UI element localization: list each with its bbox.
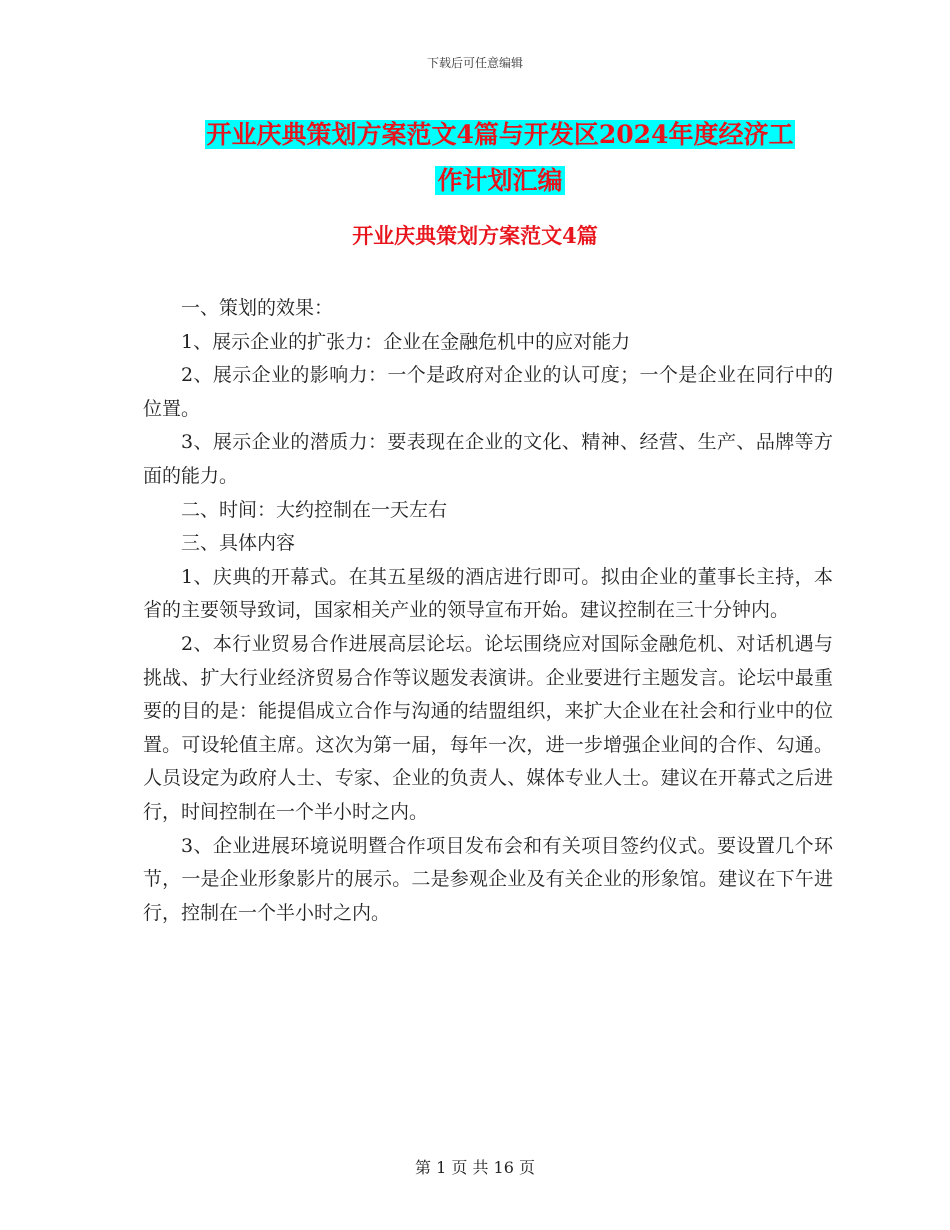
title-line-1: 开业庆典策划方案范文4篇与开发区2024年度经济工 — [206, 120, 794, 149]
section-title: 开业庆典策划方案范文4篇 — [352, 223, 598, 248]
paragraph: 1、庆典的开幕式。在其五星级的酒店进行即可。拟由企业的董事长主持，本省的主要领导致词，国家相关产业的领导宣布开始。建议控制在三十分钟内。 — [143, 565, 833, 622]
header-note: 下载后可任意编辑 — [426, 56, 523, 70]
page-footer — [0, 1155, 950, 1178]
title-line-2: 作计划汇编 — [437, 166, 563, 195]
paragraph: 2、展示企业的影响力：一个是政府对企业的认可度；一个是企业在同行中的位置。 — [143, 364, 833, 420]
paragraph: 2、本行业贸易合作进展高层论坛。论坛围绕应对国际金融危机、对话机遇与挑战、扩大行业经济贸易合作等议题发表演讲。企业要进行主题发言。论坛中最重要的目的是：能提倡成立合作与沟通的结盟组织，来扩大企业在社会和行业中的位置。可设轮值主席。这次为第一届，每年一次，进一步增强企业间的合作、勾通。人员设定为政府人士、专家、企业的负责人、媒体专业人士。建议在开幕式之后进行，时间控制在一个半小时之内。 — [143, 632, 833, 823]
paragraph: 3、展示企业的潜质力：要表现在企业的文化、精神、经营、生产、品牌等方面的能力。 — [143, 431, 833, 487]
body-text — [143, 292, 833, 930]
paragraph: 二、时间：大约控制在一天左右 — [181, 498, 448, 521]
paragraph: 三、具体内容 — [181, 532, 296, 555]
document-title — [150, 112, 850, 204]
paragraph: 1、展示企业的扩张力：企业在金融危机中的应对能力 — [181, 330, 631, 353]
paragraph: 3、企业进展环境说明暨合作项目发布会和有关项目签约仪式。要设置几个环节，一是企业形象影片的展示。二是参观企业及有关企业的形象馆。建议在下午进行，控制在一个半小时之内。 — [143, 834, 833, 924]
page-number-label: 第 1 页 共 16 页 — [415, 1158, 535, 1177]
paragraph: 一、策划的效果： — [181, 297, 334, 319]
